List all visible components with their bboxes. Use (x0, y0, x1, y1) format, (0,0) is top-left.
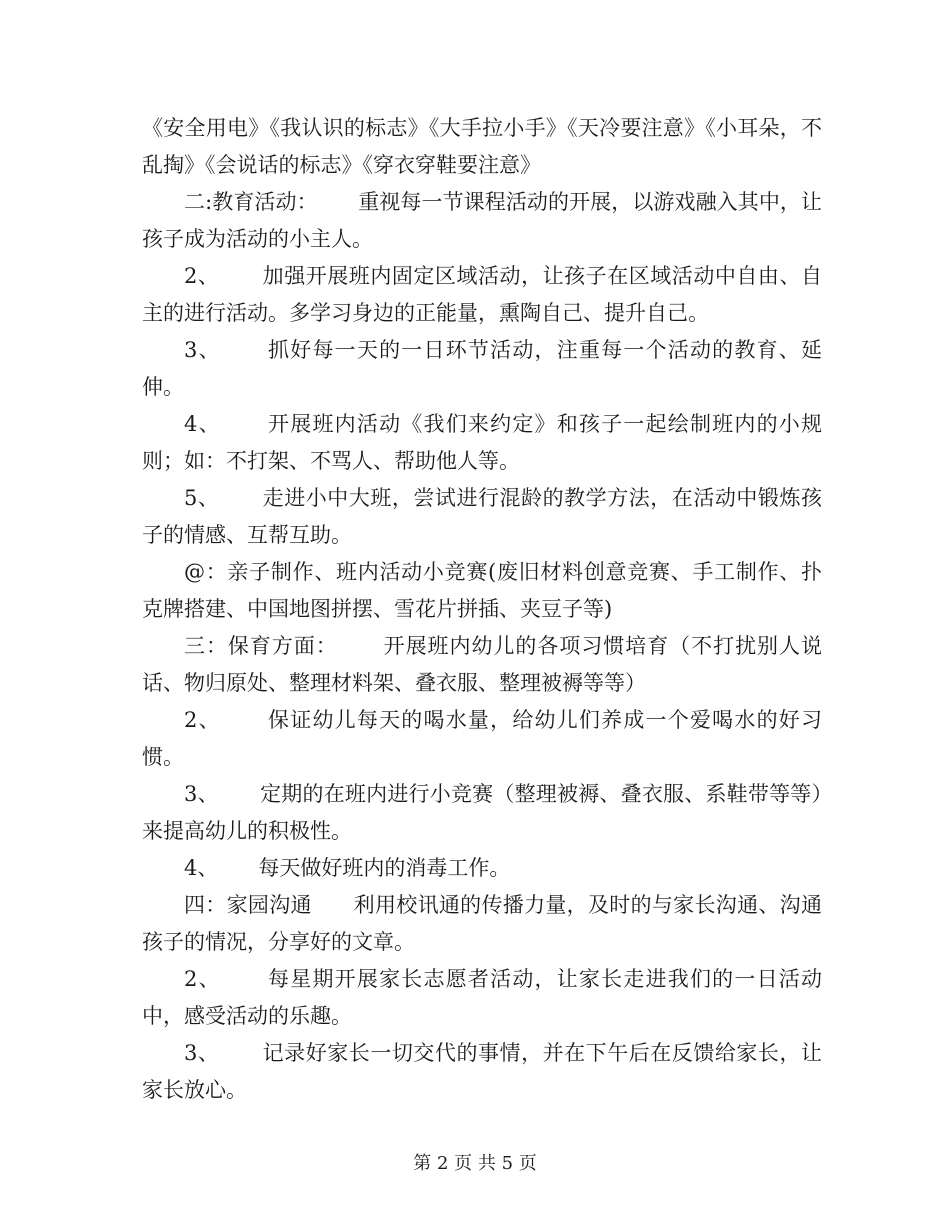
paragraph-1: 《安全用电》《我认识的标志》《大手拉小手》《天冷要注意》《小耳朵，不乱掏》《会说话的标志》《穿衣穿鞋要注意》 (142, 116, 822, 177)
paragraph-9: 2、 保证幼儿每天的喝水量，给幼儿们养成一个爱喝水的好习惯。 (142, 708, 822, 769)
paragraph-14: 3、 记录好家长一切交代的事情，并在下午后在反馈给家长，让家长放心。 (142, 1041, 822, 1102)
paragraph-12: 四：家园沟通 利用校讯通的传播力量，及时的与家长沟通、沟通孩子的情况，分享好的文章。 (142, 893, 822, 954)
paragraph-6: 5、 走进小中大班，尝试进行混龄的教学方法，在活动中锻炼孩子的情感、互帮互助。 (142, 486, 822, 547)
paragraph-5: 4、 开展班内活动《我们来约定》和孩子一起绘制班内的小规则；如：不打架、不骂人、帮助他人等。 (142, 412, 822, 473)
paragraph-7: @：亲子制作、班内活动小竞赛(废旧材料创意竞赛、手工制作、扑克牌搭建、中国地图拼摆、雪花片拼插、夹豆子等) (142, 560, 822, 621)
paragraph-3: 2、 加强开展班内固定区域活动，让孩子在区域活动中自由、自主的进行活动。多学习身边的正能量，熏陶自己、提升自己。 (142, 264, 822, 325)
paragraph-11: 4、 每天做好班内的消毒工作。 (184, 856, 511, 880)
paragraph-13: 2、 每星期开展家长志愿者活动，让家长走进我们的一日活动中，感受活动的乐趣。 (142, 967, 822, 1028)
paragraph-8: 三：保育方面： 开展班内幼儿的各项习惯培育（不打扰别人说话、物归原处、整理材料架、叠衣服、整理被褥等等） (142, 634, 822, 695)
page-number-footer: 第 2 页 共 5 页 (413, 1153, 537, 1174)
paragraph-2: 二:教育活动： 重视每一节课程活动的开展，以游戏融入其中，让孩子成为活动的小主人。 (142, 190, 822, 251)
document-body (142, 110, 822, 1109)
paragraph-4: 3、 抓好每一天的一日环节活动，注重每一个活动的教育、延伸。 (142, 338, 822, 399)
paragraph-10: 3、 定期的在班内进行小竞赛（整理被褥、叠衣服、系鞋带等等）来提高幼儿的积极性。 (142, 782, 822, 843)
